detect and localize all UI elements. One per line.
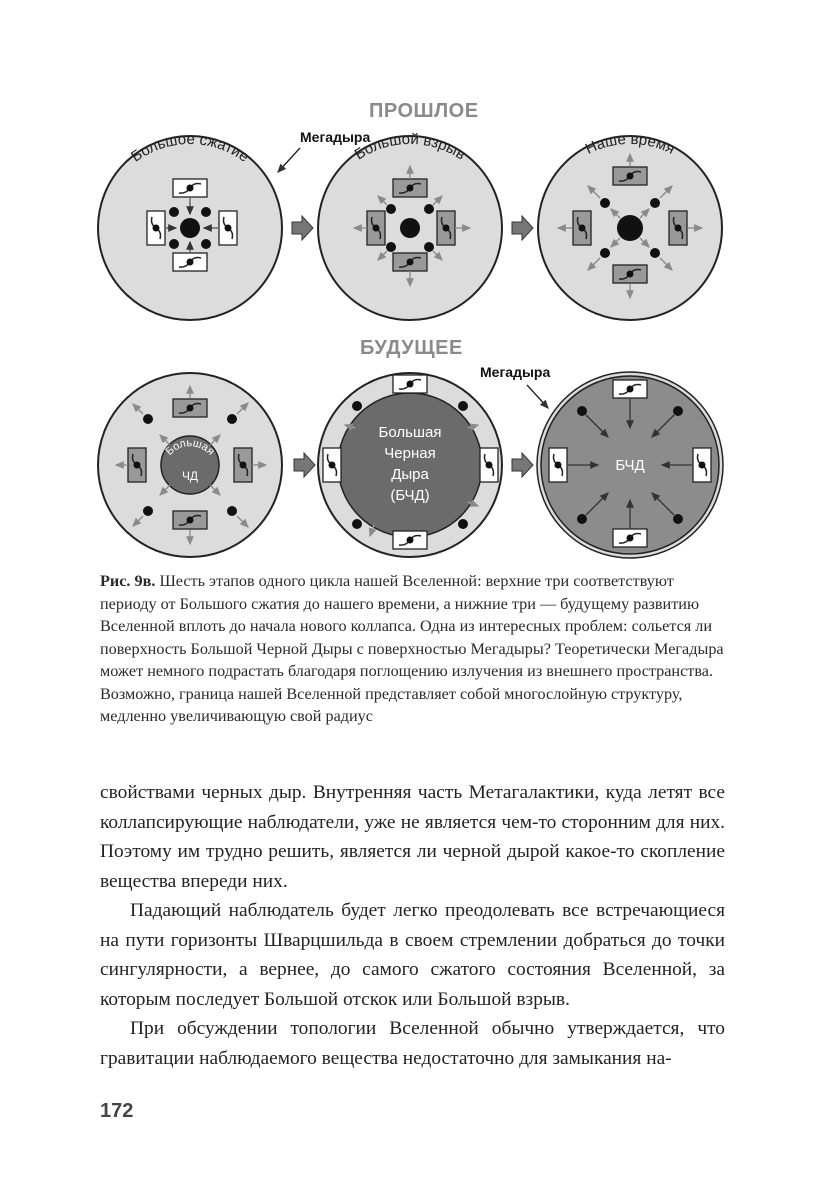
transition-arrow-icon	[294, 453, 315, 477]
paragraph: свойствами черных дыр. Внутренняя часть Метагалактики, куда летят все коллапсирующие наблюдатели, уже не является чем-то сторонним для них. Поэтому им трудно решить, является ли черной дырой какое-то скопление вещества впереди них.	[100, 782, 725, 892]
svg-text:БЧД: БЧД	[615, 457, 645, 474]
cosmology-diagram	[0, 0, 817, 560]
paragraph: При обсуждении топологии Вселенной обычно утверждается, что гравитации наблюдаемого вещества недостаточно для замыкания на-	[100, 1018, 725, 1069]
transition-arrow-icon	[512, 216, 533, 240]
paragraph: Падающий наблюдатель будет легко преодолевать все встречающиеся на пути горизонты Шварцшильда в своем стремлении добраться до точки сингулярности, а вернее, до самого сжатого состояния Вселенной, за которым последует Большой отскок или Большой взрыв.	[100, 900, 725, 1010]
svg-text:Большая: Большая	[163, 437, 217, 458]
body-text	[100, 778, 725, 1073]
page-number: 172	[100, 1100, 134, 1122]
future-title: БУДУЩЕЕ	[360, 337, 463, 359]
stage-large-black-hole	[98, 373, 282, 557]
transition-arrow-icon	[292, 216, 313, 240]
transition-arrow-icon	[512, 453, 533, 477]
svg-text:Черная: Черная	[384, 445, 436, 462]
stage-our-time	[538, 131, 722, 320]
stage-big-crunch	[98, 131, 282, 320]
svg-text:ЧД: ЧД	[181, 469, 199, 483]
svg-text:Большое сжатие: Большое сжатие	[128, 130, 252, 166]
stage-big-bang	[318, 131, 502, 320]
figure-9v	[0, 0, 817, 560]
svg-text:Дыра: Дыра	[391, 466, 429, 483]
past-title: ПРОШЛОЕ	[369, 100, 479, 122]
svg-text:Большая: Большая	[378, 424, 442, 441]
stage-collapse	[537, 372, 723, 558]
megahole-label-top: Мегадыра	[300, 129, 371, 145]
svg-text:Большой взрыв: Большой взрыв	[351, 130, 469, 164]
megahole-label-bottom: Мегадыра	[480, 364, 551, 380]
svg-text:(БЧД): (БЧД)	[390, 487, 430, 504]
caption-text: Шесть этапов одного цикла нашей Вселенной: верхние три соответствуют периоду от Большого сжатия до нашего времени, а нижние три — будущему развитию Вселенной вплоть до начала нового коллапса. Одна из интересных проблем: сольется ли поверхность Большой Черной Дыры с поверхностью Мегадыры? Теоретически Мегадыра может немного подрастать благодаря поглощению излучения из внешнего пространства. Возможно, граница нашей Вселенной представляет собой многослойную структуру, медленно увеличивающую свой радиус	[100, 572, 724, 725]
figure-caption	[100, 570, 725, 728]
caption-label: Рис. 9в.	[100, 572, 156, 590]
svg-text:Наше время: Наше время	[582, 130, 678, 158]
stage-big-black-hole	[318, 373, 502, 557]
